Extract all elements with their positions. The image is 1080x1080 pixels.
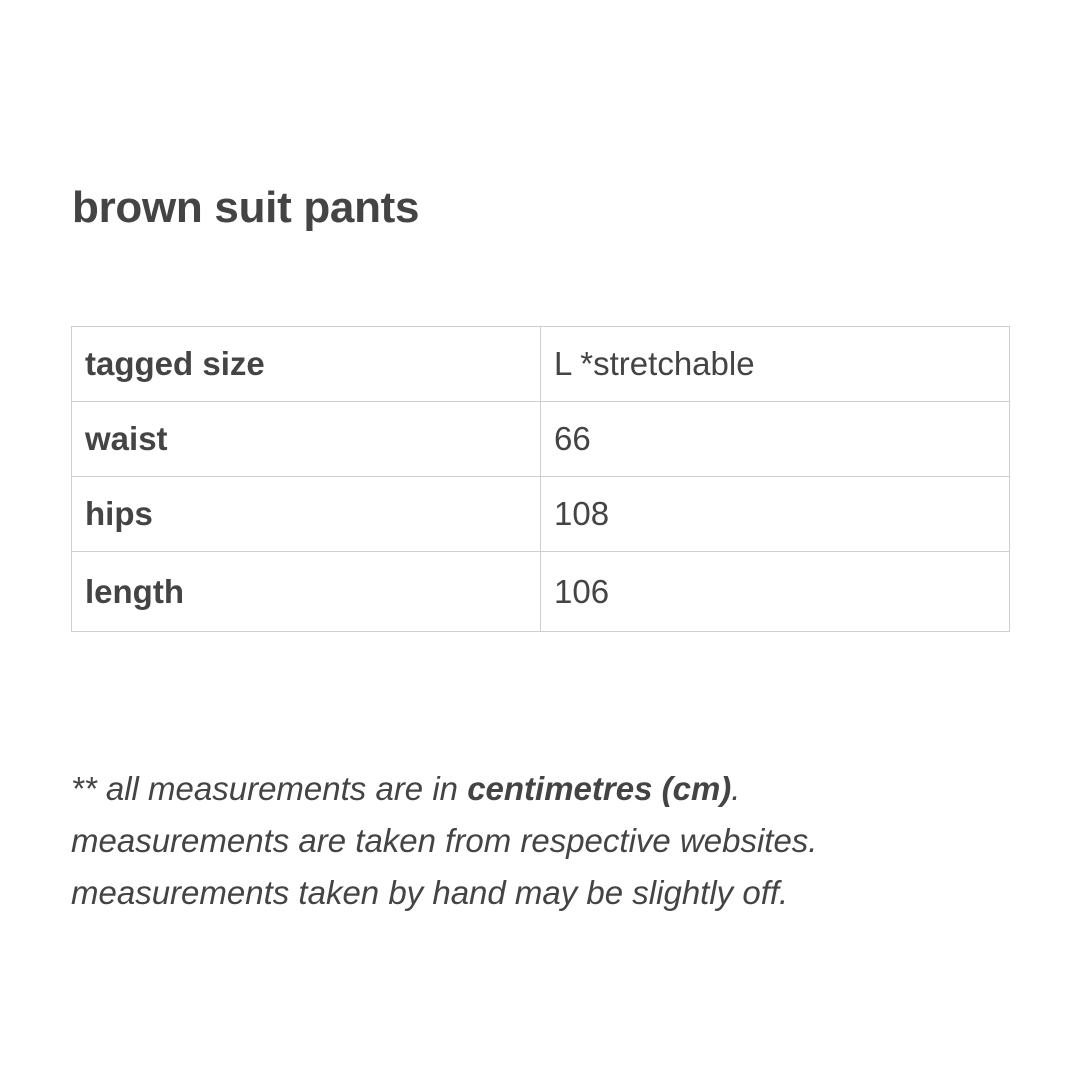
measurements-table: [71, 326, 1010, 632]
hips-value: 108: [541, 477, 1010, 552]
note-units-suffix: .: [731, 770, 741, 807]
table-row: [72, 552, 1010, 632]
table-row: [72, 477, 1010, 552]
note-line-source: measurements are taken from respective websites.: [71, 822, 818, 859]
table-row: [72, 327, 1010, 402]
tagged-size-value: L *stretchable: [541, 327, 1010, 402]
note-units-bold: centimetres (cm): [467, 770, 732, 807]
length-label: length: [72, 552, 541, 632]
page-title: brown suit pants: [72, 183, 420, 232]
hips-label: hips: [72, 477, 541, 552]
note-units-prefix: ** all measurements are in: [71, 770, 468, 807]
note-line-accuracy: measurements taken by hand may be slightly off.: [71, 874, 789, 911]
length-value: 106: [541, 552, 1010, 632]
waist-value: 66: [541, 402, 1010, 477]
tagged-size-label: tagged size: [72, 327, 541, 402]
note-line-units: [71, 763, 817, 815]
table-row: [72, 402, 1010, 477]
waist-label: waist: [72, 402, 541, 477]
measurement-note: [71, 763, 817, 919]
